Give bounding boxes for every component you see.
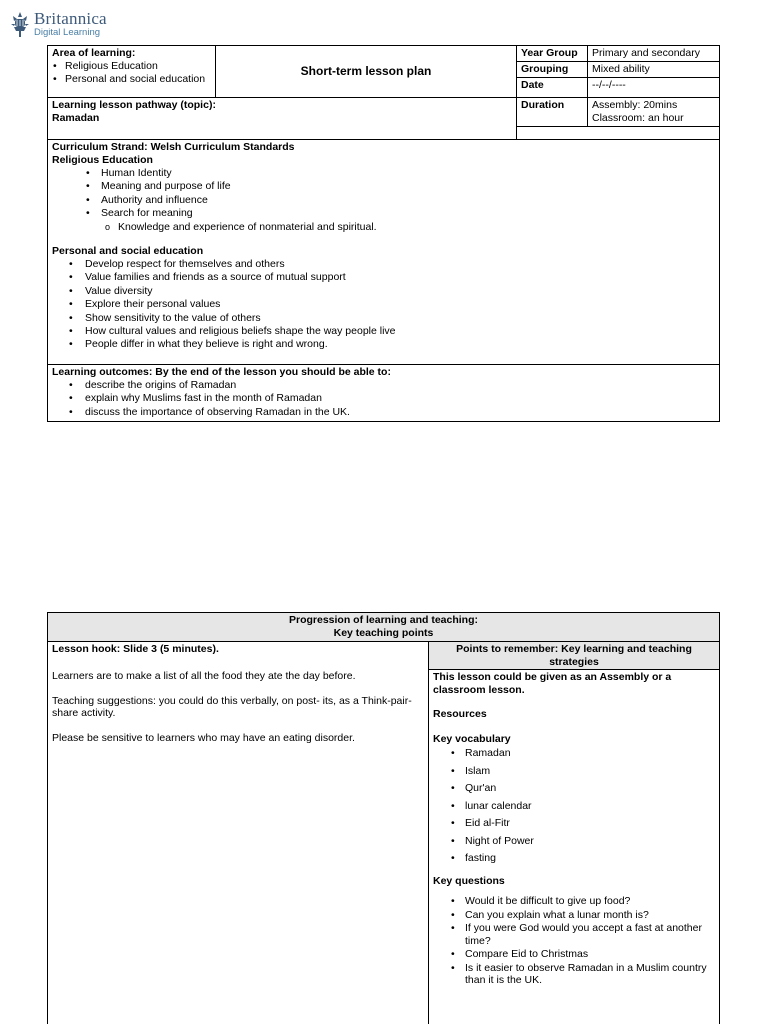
assembly-note: This lesson could be given as an Assembly or a classroom lesson.: [433, 671, 672, 696]
year-group-label: Year Group: [517, 46, 588, 62]
curriculum-strand-heading: Curriculum Strand: Welsh Curriculum Standards: [52, 141, 295, 153]
duration-classroom: Classroom: an hour: [592, 112, 684, 124]
plan-title: Short-term lesson plan: [216, 46, 517, 98]
pathway-cell: [48, 98, 517, 140]
religious-education-list: [52, 167, 715, 221]
list-item: • Religious Education: [52, 60, 211, 73]
key-vocabulary-heading: Key vocabulary: [433, 732, 511, 745]
key-vocabulary-list: [433, 747, 715, 865]
list-item: • Authority and influence: [52, 194, 715, 207]
list-item: • Can you explain what a lunar month is?: [433, 909, 715, 922]
key-questions-list: [433, 895, 715, 987]
list-item: • discuss the importance of observing Ramadan in the UK.: [52, 406, 715, 419]
list-item: • describe the origins of Ramadan: [52, 379, 715, 392]
logo-brand-text: Britannica: [34, 9, 107, 29]
list-item: • How cultural values and religious beliefs shape the way people live: [52, 325, 715, 338]
list-item: • explain why Muslims fast in the month of Ramadan: [52, 392, 715, 405]
grouping-label: Grouping: [517, 62, 588, 78]
religious-education-heading: Religious Education: [52, 154, 153, 166]
lesson-plan-header-table: [47, 45, 720, 422]
resources-heading: Resources: [433, 708, 487, 720]
list-item: • Qur'an: [433, 782, 715, 795]
duration-label: Duration: [517, 98, 588, 127]
learning-outcomes-cell: [48, 364, 720, 421]
list-item: • Night of Power: [433, 835, 715, 848]
list-item: • Show sensitivity to the value of others: [52, 312, 715, 325]
britannica-logo: [8, 8, 107, 40]
grouping-value: Mixed ability: [588, 62, 720, 78]
list-item: • Islam: [433, 765, 715, 778]
year-group-value: Primary and secondary: [588, 46, 720, 62]
pse-list: [52, 258, 715, 352]
list-item: • fasting: [433, 852, 715, 865]
list-item: • Meaning and purpose of life: [52, 180, 715, 193]
list-item: • Human Identity: [52, 167, 715, 180]
progression-subtitle: Key teaching points: [333, 626, 434, 639]
learning-outcomes-heading: Learning outcomes: By the end of the lesson you should be able to:: [52, 365, 391, 378]
pse-heading: Personal and social education: [52, 245, 204, 258]
list-item: • Compare Eid to Christmas: [433, 948, 715, 961]
pathway-heading: Learning lesson pathway (topic):: [52, 99, 216, 111]
area-of-learning-cell: [48, 46, 216, 98]
area-of-learning-heading: Area of learning:: [52, 47, 136, 59]
key-questions-heading: Key questions: [433, 874, 505, 887]
date-label: Date: [517, 78, 588, 98]
points-to-remember-heading: Points to remember: Key learning and teaching strategies: [429, 642, 720, 670]
date-value: --/--/----: [588, 78, 720, 98]
list-item: • lunar calendar: [433, 800, 715, 813]
duration-cell: [588, 98, 720, 127]
list-item: • Ramadan: [433, 747, 715, 760]
hook-paragraph: Teaching suggestions: you could do this verbally, on post- its, as a Think-pair-share activity.: [52, 694, 412, 719]
progression-title: Progression of learning and teaching:: [288, 614, 479, 626]
pathway-value: Ramadan: [52, 112, 100, 124]
progression-header: [48, 613, 720, 642]
list-item: • Search for meaning: [52, 207, 715, 220]
list-item: • Eid al-Fitr: [433, 817, 715, 830]
duration-assembly: Assembly: 20mins: [592, 99, 678, 111]
teaching-points-table: [47, 612, 720, 1024]
hook-paragraph: Please be sensitive to learners who may have an eating disorder.: [52, 732, 355, 744]
list-item: • Explore their personal values: [52, 298, 715, 311]
strategies-cell: [429, 670, 720, 1024]
list-item: • Would it be difficult to give up food?: [433, 895, 715, 908]
list-item: • Develop respect for themselves and others: [52, 258, 715, 271]
curriculum-strand-cell: [48, 140, 720, 365]
empty-cell: [517, 127, 720, 140]
list-item: • Value families and friends as a source of mutual support: [52, 271, 715, 284]
list-item: • Personal and social education: [52, 73, 211, 86]
area-of-learning-list: [52, 60, 211, 86]
logo-subtitle-text: Digital Learning: [34, 27, 101, 39]
thistle-logo-icon: [8, 10, 32, 38]
lesson-hook-heading: Lesson hook: Slide 3 (5 minutes).: [52, 643, 219, 655]
learning-outcomes-list: [52, 379, 715, 419]
list-item: • Value diversity: [52, 285, 715, 298]
religious-education-sublist: [52, 221, 715, 234]
lesson-hook-cell: [48, 642, 429, 1024]
list-item: o Knowledge and experience of nonmaterial and spiritual.: [52, 221, 715, 234]
list-item: • People differ in what they believe is right and wrong.: [52, 338, 715, 351]
list-item: • If you were God would you accept a fast at another time?: [433, 922, 715, 947]
list-item: • Is it easier to observe Ramadan in a Muslim country than it is the UK.: [433, 962, 715, 987]
hook-paragraph: Learners are to make a list of all the food they ate the day before.: [52, 669, 356, 682]
